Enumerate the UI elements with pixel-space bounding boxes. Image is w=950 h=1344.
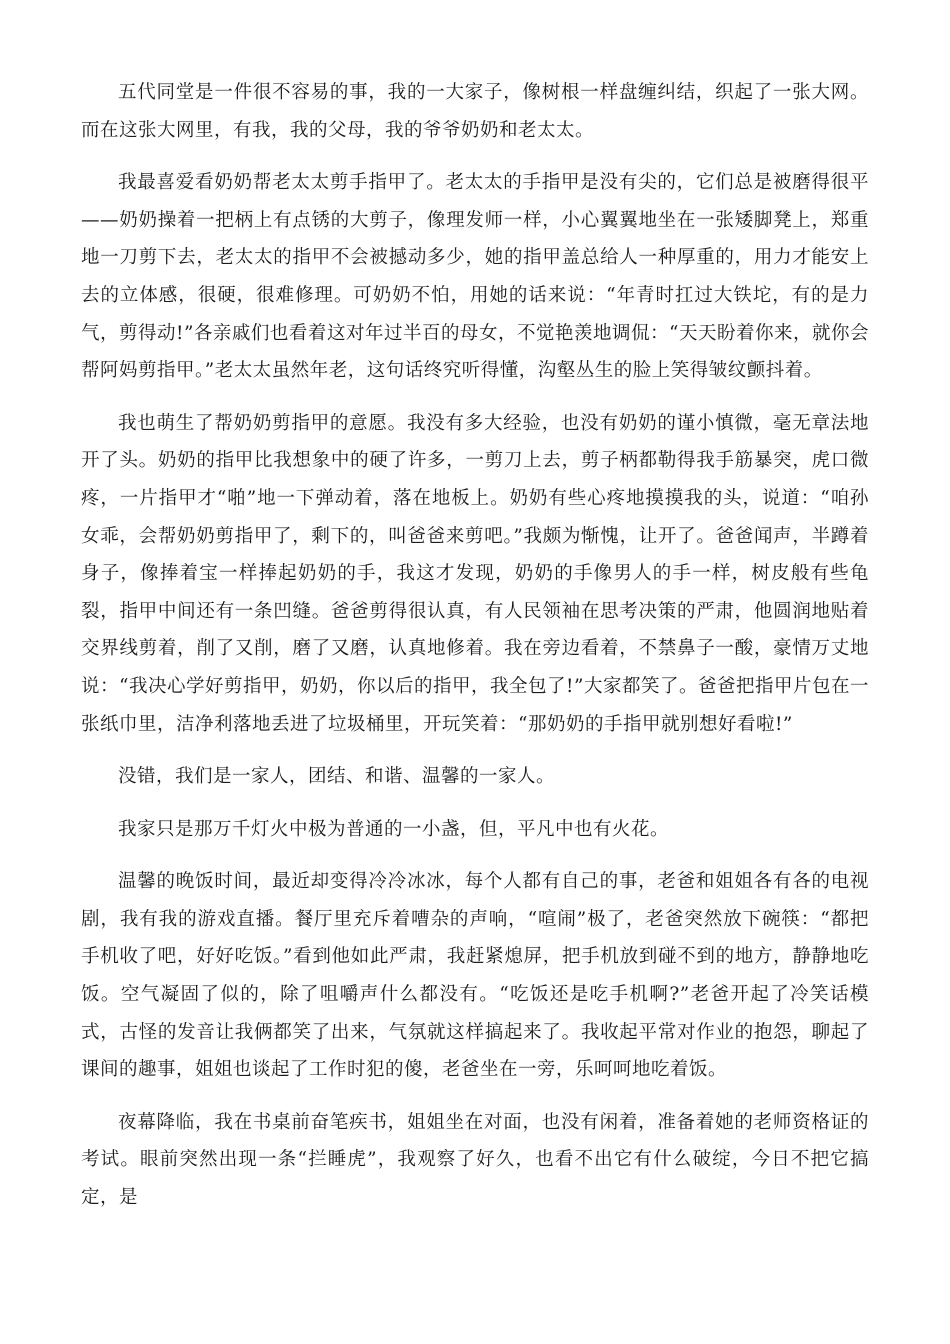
paragraph-7: 夜幕降临，我在书桌前奋笔疾书，姐姐坐在对面，也没有闲着，准备着她的老师资格证的考试。眼前突然出现一条“拦睡虎”，我观察了好久，也看不出它有什么破绽，今日不把它搞定，是 — [81, 1111, 869, 1209]
paragraph-3: 我也萌生了帮奶奶剪指甲的意愿。我没有多大经验，也没有奶奶的谨小慎微，毫无章法地开了头。奶奶的指甲比我想象中的硬了许多，一剪刀上去，剪子柄都勒得我手筋暴突，虎口微疼，一片指甲才“啪”地一下弹动着，落在地板上。奶奶有些心疼地摸摸我的头，说道：“咱孙女乖，会帮奶奶剪指甲了，剩下的，叫爸爸来剪吧。”我颇为惭愧，让开了。爸爸闻声，半蹲着身子，像捧着宝一样捧起奶奶的手，我这才发现，奶奶的手像男人的手一样，树皮般有些龟裂，指甲中间还有一条凹缝。爸爸剪得很认真，有人民领袖在思考决策的严肃，他圆润地贴着交界线剪着，削了又削，磨了又磨，认真地修着。我在旁边看着，不禁鼻子一酸，豪情万丈地说：“我决心学好剪指甲，奶奶，你以后的指甲，我全包了!”大家都笑了。爸爸把指甲片包在一张纸巾里，洁净利落地丢进了垃圾桶里，开玩笑着：“那奶奶的手指甲就别想好看啦!” — [81, 412, 869, 735]
paragraph-6: 温馨的晚饭时间，最近却变得冷冷冰冰，每个人都有自己的事，老爸和姐姐各有各的电视剧，我有我的游戏直播。餐厅里充斥着嘈杂的声响，“喧闹”极了，老爸突然放下碗筷：“都把手机收了吧，好好吃饭。”看到他如此严肃，我赶紧熄屏，把手机放到碰不到的地方，静静地吃饭。空气凝固了似的，除了咀嚼声什么都没有。“吃饭还是吃手机啊?”老爸开起了冷笑话模式，古怪的发音让我俩都笑了出来，气氛就这样搞起来了。我收起平常对作业的抱怨，聊起了课间的趣事，姐姐也谈起了工作时犯的傻，老爸坐在一旁，乐呵呵地吃着饭。 — [81, 871, 869, 1081]
essay-body — [81, 74, 869, 1232]
paragraph-2: 我最喜爱看奶奶帮老太太剪手指甲了。老太太的手指甲是没有尖的，它们总是被磨得很平——奶奶操着一把柄上有点锈的大剪子，像理发师一样，小心翼翼地坐在一张矮脚凳上，郑重地一刀剪下去，老太太的指甲不会被撼动多少，她的指甲盖总给人一种厚重的，用力才能安上去的立体感，很硬，很难修理。可奶奶不怕，用她的话来说：“年青时扛过大铁坨，有的是力气，剪得动!”各亲戚们也看着这对年过半百的母女，不觉艳羡地调侃：“天天盼着你来，就你会帮阿妈剪指甲。”老太太虽然年老，这句话终究听得懂，沟壑丛生的脸上笑得皱纹颤抖着。 — [81, 172, 869, 382]
paragraph-5: 我家只是那万千灯火中极为普通的一小盏，但，平凡中也有火花。 — [118, 818, 670, 840]
paragraph-4: 没错，我们是一家人，团结、和谐、温馨的一家人。 — [118, 766, 556, 788]
paragraph-1: 五代同堂是一件很不容易的事，我的一大家子，像树根一样盘缠纠结，织起了一张大网。而在这张大网里，有我，我的父母，我的爷爷奶奶和老太太。 — [81, 82, 869, 141]
